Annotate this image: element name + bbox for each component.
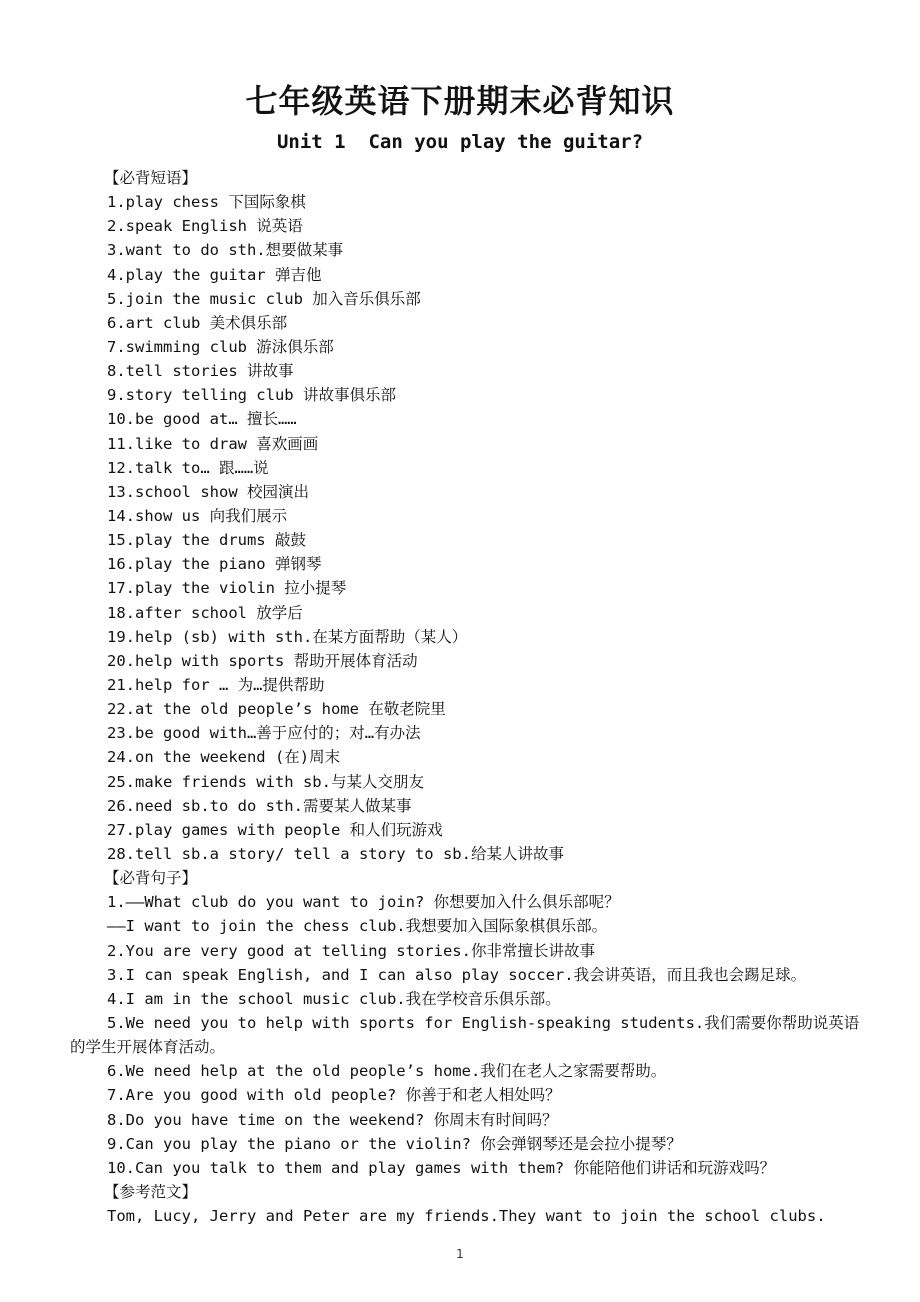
phrase-item: 25.make friends with sb.与某人交朋友 bbox=[107, 772, 424, 791]
sentence-item: 3.I can speak English, and I can also play soccer.我会讲英语，而且我也会踢足球。 bbox=[107, 965, 807, 984]
phrase-item: 20.help with sports 帮助开展体育活动 bbox=[107, 651, 418, 670]
sentence-item: 6.We need help at the old people’s home.我们在老人之家需要帮助。 bbox=[107, 1062, 667, 1081]
phrase-item: 6.art club 美术俱乐部 bbox=[107, 313, 288, 332]
content-body bbox=[70, 166, 860, 1228]
phrase-item: 24.on the weekend (在)周末 bbox=[107, 748, 341, 767]
phrase-item: 21.help for … 为…提供帮助 bbox=[107, 675, 325, 694]
phrase-item: 27.play games with people 和人们玩游戏 bbox=[107, 820, 443, 839]
phrase-item: 15.play the drums 敲鼓 bbox=[107, 531, 306, 550]
phrase-item: 1.play chess 下国际象棋 bbox=[107, 193, 306, 212]
phrase-item: 8.tell stories 讲故事 bbox=[107, 362, 294, 381]
sentence-item: 4.I am in the school music club.我在学校音乐俱乐部。 bbox=[107, 989, 561, 1008]
essay-heading: 【参考范文】 bbox=[104, 1182, 198, 1201]
phrase-item: 28.tell sb.a story/ tell a story to sb.给某人讲故事 bbox=[107, 844, 564, 863]
sentence-item: 2.You are very good at telling stories.你非常擅长讲故事 bbox=[107, 941, 595, 960]
phrase-item: 19.help (sb) with sth.在某方面帮助（某人） bbox=[107, 627, 468, 646]
phrase-item: 12.talk to… 跟……说 bbox=[107, 458, 269, 477]
phrase-item: 3.want to do sth.想要做某事 bbox=[107, 241, 344, 260]
phrase-item: 18.after school 放学后 bbox=[107, 603, 303, 622]
phrase-item: 14.show us 向我们展示 bbox=[107, 506, 288, 525]
sentence-item: 5.We need you to help with sports for English-speaking students.我们需要你帮助说英语的学生开展体育活动。 bbox=[70, 1013, 860, 1057]
sentences-heading: 【必背句子】 bbox=[104, 869, 198, 888]
page-number: 1 bbox=[456, 1247, 464, 1261]
essay-text: Tom, Lucy, Jerry and Peter are my friends.They want to join the school clubs. bbox=[107, 1207, 826, 1226]
phrase-item: 13.school show 校园演出 bbox=[107, 482, 309, 501]
phrases-heading: 【必背短语】 bbox=[104, 169, 198, 187]
phrase-item: 17.play the violin 拉小提琴 bbox=[107, 579, 347, 598]
phrase-item: 2.speak English 说英语 bbox=[107, 217, 303, 236]
sentence-item: 7.Are you good with old people? 你善于和老人相处吗？ bbox=[107, 1086, 561, 1105]
sentence-item: 8.Do you have time on the weekend? 你周末有时间吗？ bbox=[107, 1110, 558, 1129]
phrase-item: 10.be good at… 擅长…… bbox=[107, 410, 297, 429]
page-title: 七年级英语下册期末必背知识 bbox=[245, 82, 675, 120]
sentence-item: 10.Can you talk to them and play games with them? 你能陪他们讲话和玩游戏吗？ bbox=[107, 1158, 776, 1177]
phrase-item: 5.join the music club 加入音乐俱乐部 bbox=[107, 289, 421, 308]
phrase-item: 26.need sb.to do sth.需要某人做某事 bbox=[107, 796, 412, 815]
sentence-item: ——I want to join the chess club.我想要加入国际象棋俱乐部。 bbox=[107, 917, 608, 936]
phrase-item: 23.be good with…善于应付的；对…有办法 bbox=[107, 724, 421, 743]
phrase-item: 22.at the old people’s home 在敬老院里 bbox=[107, 700, 446, 719]
sentence-item: 1.——What club do you want to join? 你想要加入什么俱乐部呢？ bbox=[107, 893, 620, 912]
unit-title: Unit 1 Can you play the guitar? bbox=[276, 131, 644, 153]
phrase-item: 9.story telling club 讲故事俱乐部 bbox=[107, 386, 396, 405]
phrase-item: 16.play the piano 弹钢琴 bbox=[107, 555, 322, 574]
sentence-item: 9.Can you play the piano or the violin? 你会弹钢琴还是会拉小提琴？ bbox=[107, 1134, 682, 1153]
phrase-item: 11.like to draw 喜欢画画 bbox=[107, 434, 319, 453]
phrase-item: 7.swimming club 游泳俱乐部 bbox=[107, 337, 334, 356]
phrase-item: 4.play the guitar 弹吉他 bbox=[107, 265, 322, 284]
